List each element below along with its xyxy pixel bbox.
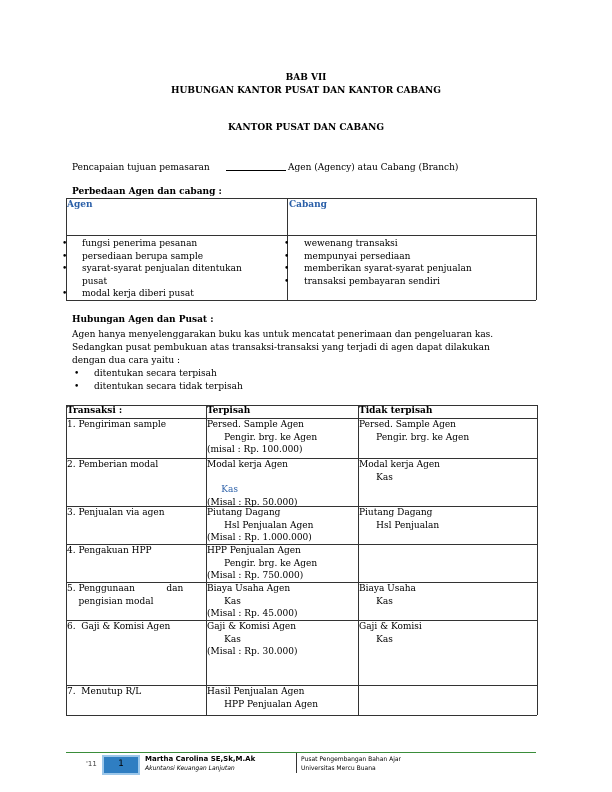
footer-year: '11 [86,760,97,768]
list-item: • persediaan berupa sample [68,251,243,264]
transaksi-cell: 3. Penjualan via agen [67,508,165,518]
section-title: KANTOR PUSAT DAN CABANG [227,123,385,133]
terpisah-cell: Gaji & Komisi Agen [207,622,297,632]
footer-author: Martha Carolina SE,Sk,M.Ak [145,755,256,763]
tidak-terpisah-cell: Persed. Sample Agen [359,420,456,430]
tidak-terpisah-cell: Gaji & Komisi [359,622,422,632]
terpisah-cell: Modal kerja Agen [207,460,288,470]
tidak-terpisah-cell: Biaya Usaha [359,584,416,594]
list-item: • wewenang transaksi [290,238,530,251]
transaksi-cell: 2. Pemberian modal [67,460,159,470]
list-item: • transaksi pembayaran sendiri [290,276,530,289]
col-cabang-header: Cabang [289,200,327,210]
perbedaan-table [66,198,536,300]
tidak-terpisah-cell: Piutang Dagang [359,508,433,518]
footer-divider [296,753,297,773]
header-transaksi: Transaksi : [67,406,123,416]
chapter-title: HUBUNGAN KANTOR PUSAT DAN KANTOR CABANG [171,86,441,96]
terpisah-cell: Pengir. brg. ke Agen [207,558,318,569]
col-agen-header: Agen [67,200,93,210]
hubungan-line: Sedangkan pusat pembukuan atas transaksi-transaksi yang terjadi di agen dapat dilakukan [72,343,490,353]
hubungan-text [72,329,493,368]
footer-rule [66,752,536,753]
table-col-rule [66,405,67,715]
footer-course: Akuntansi Keuangan Lanjutan [145,765,235,772]
terpisah-cell: (Misal : Rp. 50.000) [207,497,298,508]
terpisah-cell: (misal : Rp. 100.000) [207,445,303,455]
terpisah-cell: HPP Penjualan Agen [207,699,318,710]
terpisah-cell: (Misal : Rp. 1.000.000) [207,533,312,543]
terpisah-cell: (Misal : Rp. 30.000) [207,647,298,657]
hubungan-line: Agen hanya menyelenggarakan buku kas untuk mencatat penerimaan dan pengeluaran kas. [72,330,494,340]
terpisah-cell: HPP Penjualan Agen [207,546,301,556]
transaksi-cell: 7. Menutup R/L [67,687,142,697]
list-item: • syarat-syarat penjualan ditentukan pusat [68,263,243,288]
terpisah-cell: Kas [207,634,241,645]
arrow-line [226,170,286,171]
list-item: • modal kerja diberi pusat [68,288,243,301]
transaksi-cell: 6. Gaji & Komisi Agen [67,622,171,632]
list-item: • mempunyai persediaan [290,251,530,264]
list-item: • ditentukan secara terpisah [80,368,243,381]
terpisah-cell: Kas [207,596,241,607]
hubungan-list [80,368,243,394]
chapter-label: BAB VII [285,73,327,83]
header-tidak-terpisah: Tidak terpisah [359,406,433,416]
cabang-list [290,238,530,288]
table-rule [66,715,537,716]
terpisah-cell: Biaya Usaha Agen [207,584,291,594]
terpisah-cell: Persed. Sample Agen [207,420,304,430]
pencapaian-right: Agen (Agency) atau Cabang (Branch) [288,163,459,173]
list-item: • memberikan syarat-syarat penjualan [290,263,530,276]
terpisah-cell: Kas [207,485,239,495]
transaksi-cell: 1. Pengiriman sample [67,420,167,430]
table-col-rule [358,405,359,715]
footer-center: Pusat Pengembangan Bahan Ajar [301,756,402,763]
terpisah-cell: (Misal : Rp. 750.000) [207,571,304,581]
page-number: 1 [118,759,124,769]
transaksi-cell: 4. Pengakuan HPP [67,546,152,556]
table-col-rule [537,405,538,715]
transaksi-table [66,405,537,715]
header-terpisah: Terpisah [207,406,251,416]
transaksi-cell: 5. Penggunaan dan [67,584,184,594]
list-item: • ditentukan secara tidak terpisah [80,381,243,394]
tidak-terpisah-cell: Kas [359,472,393,483]
tidak-terpisah-cell: Kas [359,596,393,607]
terpisah-cell: Piutang Dagang [207,508,281,518]
transaksi-cell: pengisian modal [67,596,154,607]
hubungan-heading: Hubungan Agen dan Pusat : [72,315,214,325]
terpisah-cell: Hsl Penjualan Agen [207,520,314,531]
terpisah-cell: Pengir. brg. ke Agen [207,432,318,443]
pencapaian-left: Pencapaian tujuan pemasaran [72,163,210,173]
agen-list [68,238,243,301]
tidak-terpisah-cell: Kas [359,634,393,645]
tidak-terpisah-cell: Modal kerja Agen [359,460,440,470]
footer-university: Universitas Mercu Buana [301,765,376,772]
terpisah-cell: (Misal : Rp. 45.000) [207,609,298,619]
hubungan-line: dengan dua cara yaitu : [72,356,181,366]
table-rule [66,405,537,406]
perbedaan-heading: Perbedaan Agen dan cabang : [72,187,222,197]
tidak-terpisah-cell: Hsl Penjualan [359,520,440,531]
list-item: • fungsi penerima pesanan [68,238,243,251]
terpisah-cell: Hasil Penjualan Agen [207,687,305,697]
tidak-terpisah-cell: Pengir. brg. ke Agen [359,432,470,443]
